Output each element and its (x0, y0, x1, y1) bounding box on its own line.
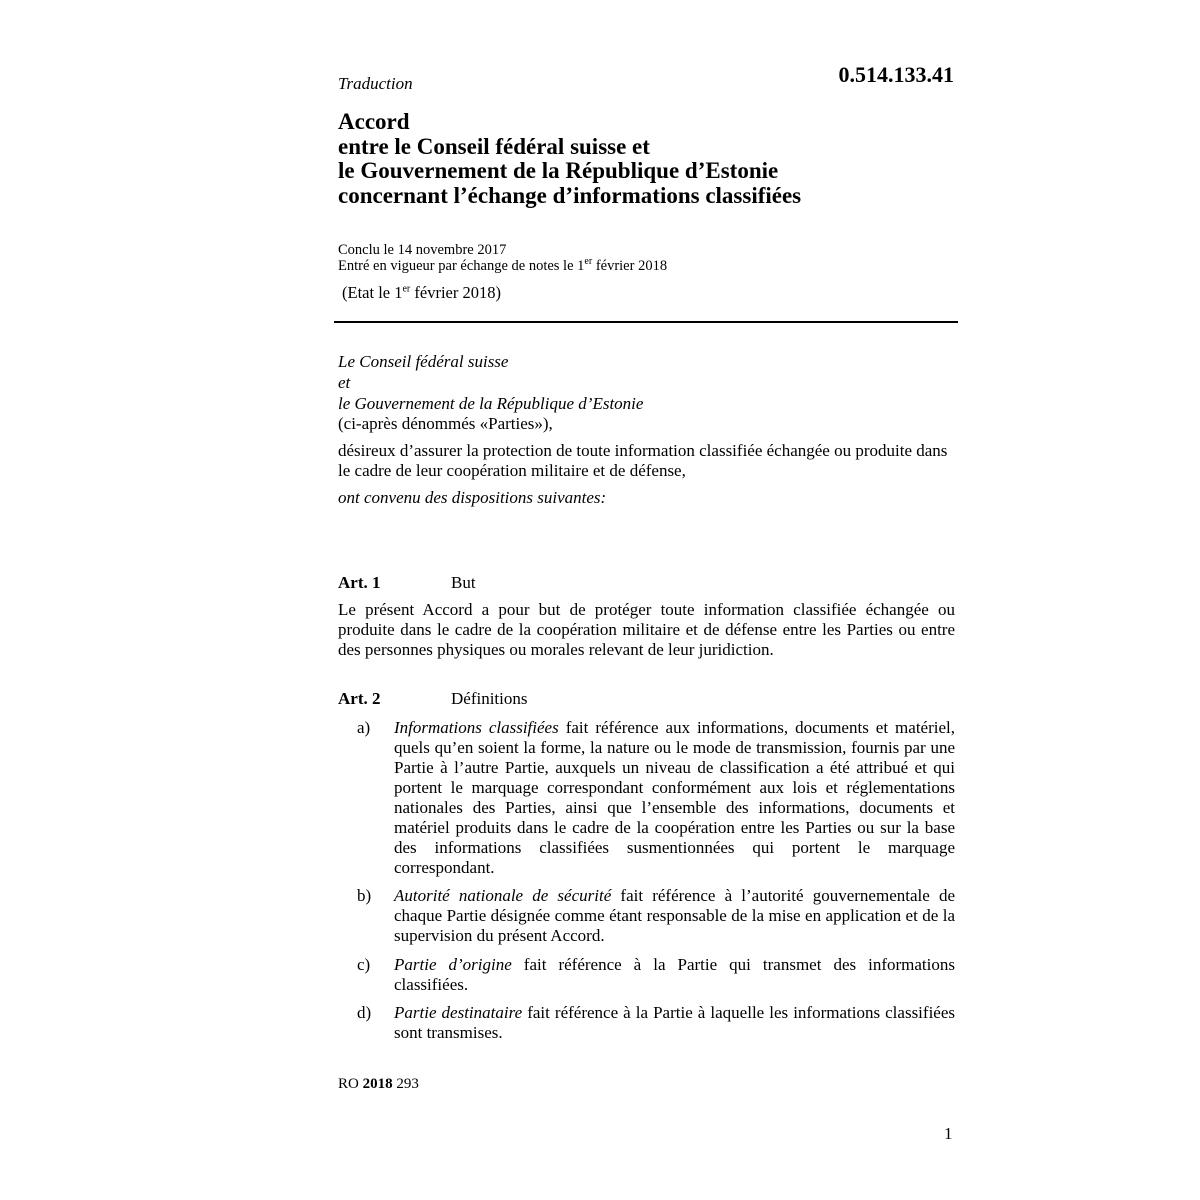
in-force-superscript: er (584, 256, 593, 268)
preamble-agreed: ont convenu des dispositions suivantes: (338, 488, 607, 507)
in-force-suffix: février 2018 (592, 258, 668, 274)
preamble-designation: (ci-après dénommés «Parties»), (338, 414, 553, 433)
ro-page: 293 (396, 1076, 419, 1092)
definition-body (394, 955, 955, 995)
title-line: Accord (338, 109, 410, 134)
state-superscript: er (402, 283, 411, 295)
title-line: le Gouvernement de la République d’Estonie (338, 158, 779, 183)
article-2-heading (338, 689, 528, 709)
article-title: Définitions (451, 689, 528, 708)
preamble-and: et (338, 373, 351, 392)
definition-body (394, 1003, 955, 1043)
definition-term: Partie d’origine (394, 955, 512, 974)
ro-reference (338, 1075, 419, 1093)
article-number: Art. 2 (338, 689, 381, 708)
definition-term: Informations classifiées (394, 718, 559, 737)
definition-label: d) (357, 1003, 372, 1022)
article-title: But (451, 573, 476, 592)
state-suffix: février 2018) (410, 283, 501, 302)
definition-body (394, 718, 955, 878)
definition-text: fait référence à la Partie qui transmet des informations classifiées. (394, 955, 955, 994)
document-title (338, 110, 978, 208)
definition-label: a) (357, 718, 371, 737)
article-number: Art. 1 (338, 573, 381, 592)
title-line: entre le Conseil fédéral suisse et (338, 133, 650, 159)
definition-item (357, 1003, 955, 1043)
article-1-text: Le présent Accord a pour but de protéger toute information classifiée échangée ou produite dans le cadre de la coopération militaire et de défense entre les Parties ou entre des personnes physiques ou morales relevant de leur juridiction. (338, 600, 955, 659)
state-prefix: (Etat le 1 (342, 283, 403, 302)
definition-term: Autorité nationale de sécurité (394, 886, 612, 905)
ro-year: 2018 (362, 1076, 393, 1092)
translation-note: Traduction (338, 74, 413, 93)
definition-text: fait référence aux informations, documents et matériel, quels qu’en soient la forme, la nature ou le mode de transmission, fournis par une Partie à l’autre Partie, auxquels un niveau de classification a été attribué et qui portent le marquage correspondant conformément aux lois et réglementations nationales des Parties, ainsi que l’ensemble des informations, documents et matériel produits dans le cadre de la coopération entre les Parties ou sur la base des informations classifiées susmentionnées qui portent le marquage correspondant. (394, 718, 955, 877)
title-line: concernant l’échange d’informations classifiées (338, 182, 802, 208)
definition-text: fait référence à l’autorité gouvernementale de chaque Partie désignée comme étant responsable de la mise en application et de la supervision du présent Accord. (394, 886, 955, 945)
definition-item (357, 955, 955, 995)
entry-into-force (338, 258, 667, 275)
concluded-date: Conclu le 14 novembre 2017 (338, 242, 507, 258)
ro-prefix: RO (338, 1076, 359, 1092)
page-number: 1 (944, 1124, 953, 1143)
definition-label: b) (357, 886, 372, 905)
in-force-prefix: Entré en vigueur par échange de notes le 1 (338, 258, 585, 274)
definition-body (394, 886, 955, 946)
state-date (342, 283, 501, 303)
preamble-desire: désireux d’assurer la protection de toute information classifiée échangée ou produite dans le cadre de leur coopération militaire et de défense, (338, 441, 948, 480)
preamble-party2: le Gouvernement de la République d’Estonie (338, 394, 644, 413)
definition-term: Partie destinataire (394, 1003, 523, 1022)
header-divider (334, 321, 958, 323)
article-1-heading (338, 573, 476, 593)
sr-number: 0.514.133.41 (838, 62, 954, 87)
preamble-party1: Le Conseil fédéral suisse (338, 352, 509, 371)
definition-text: fait référence à la Partie à laquelle les informations classifiées sont transmises. (394, 1003, 955, 1042)
definition-item (357, 718, 955, 878)
definition-item (357, 886, 955, 946)
definition-label: c) (357, 955, 371, 974)
